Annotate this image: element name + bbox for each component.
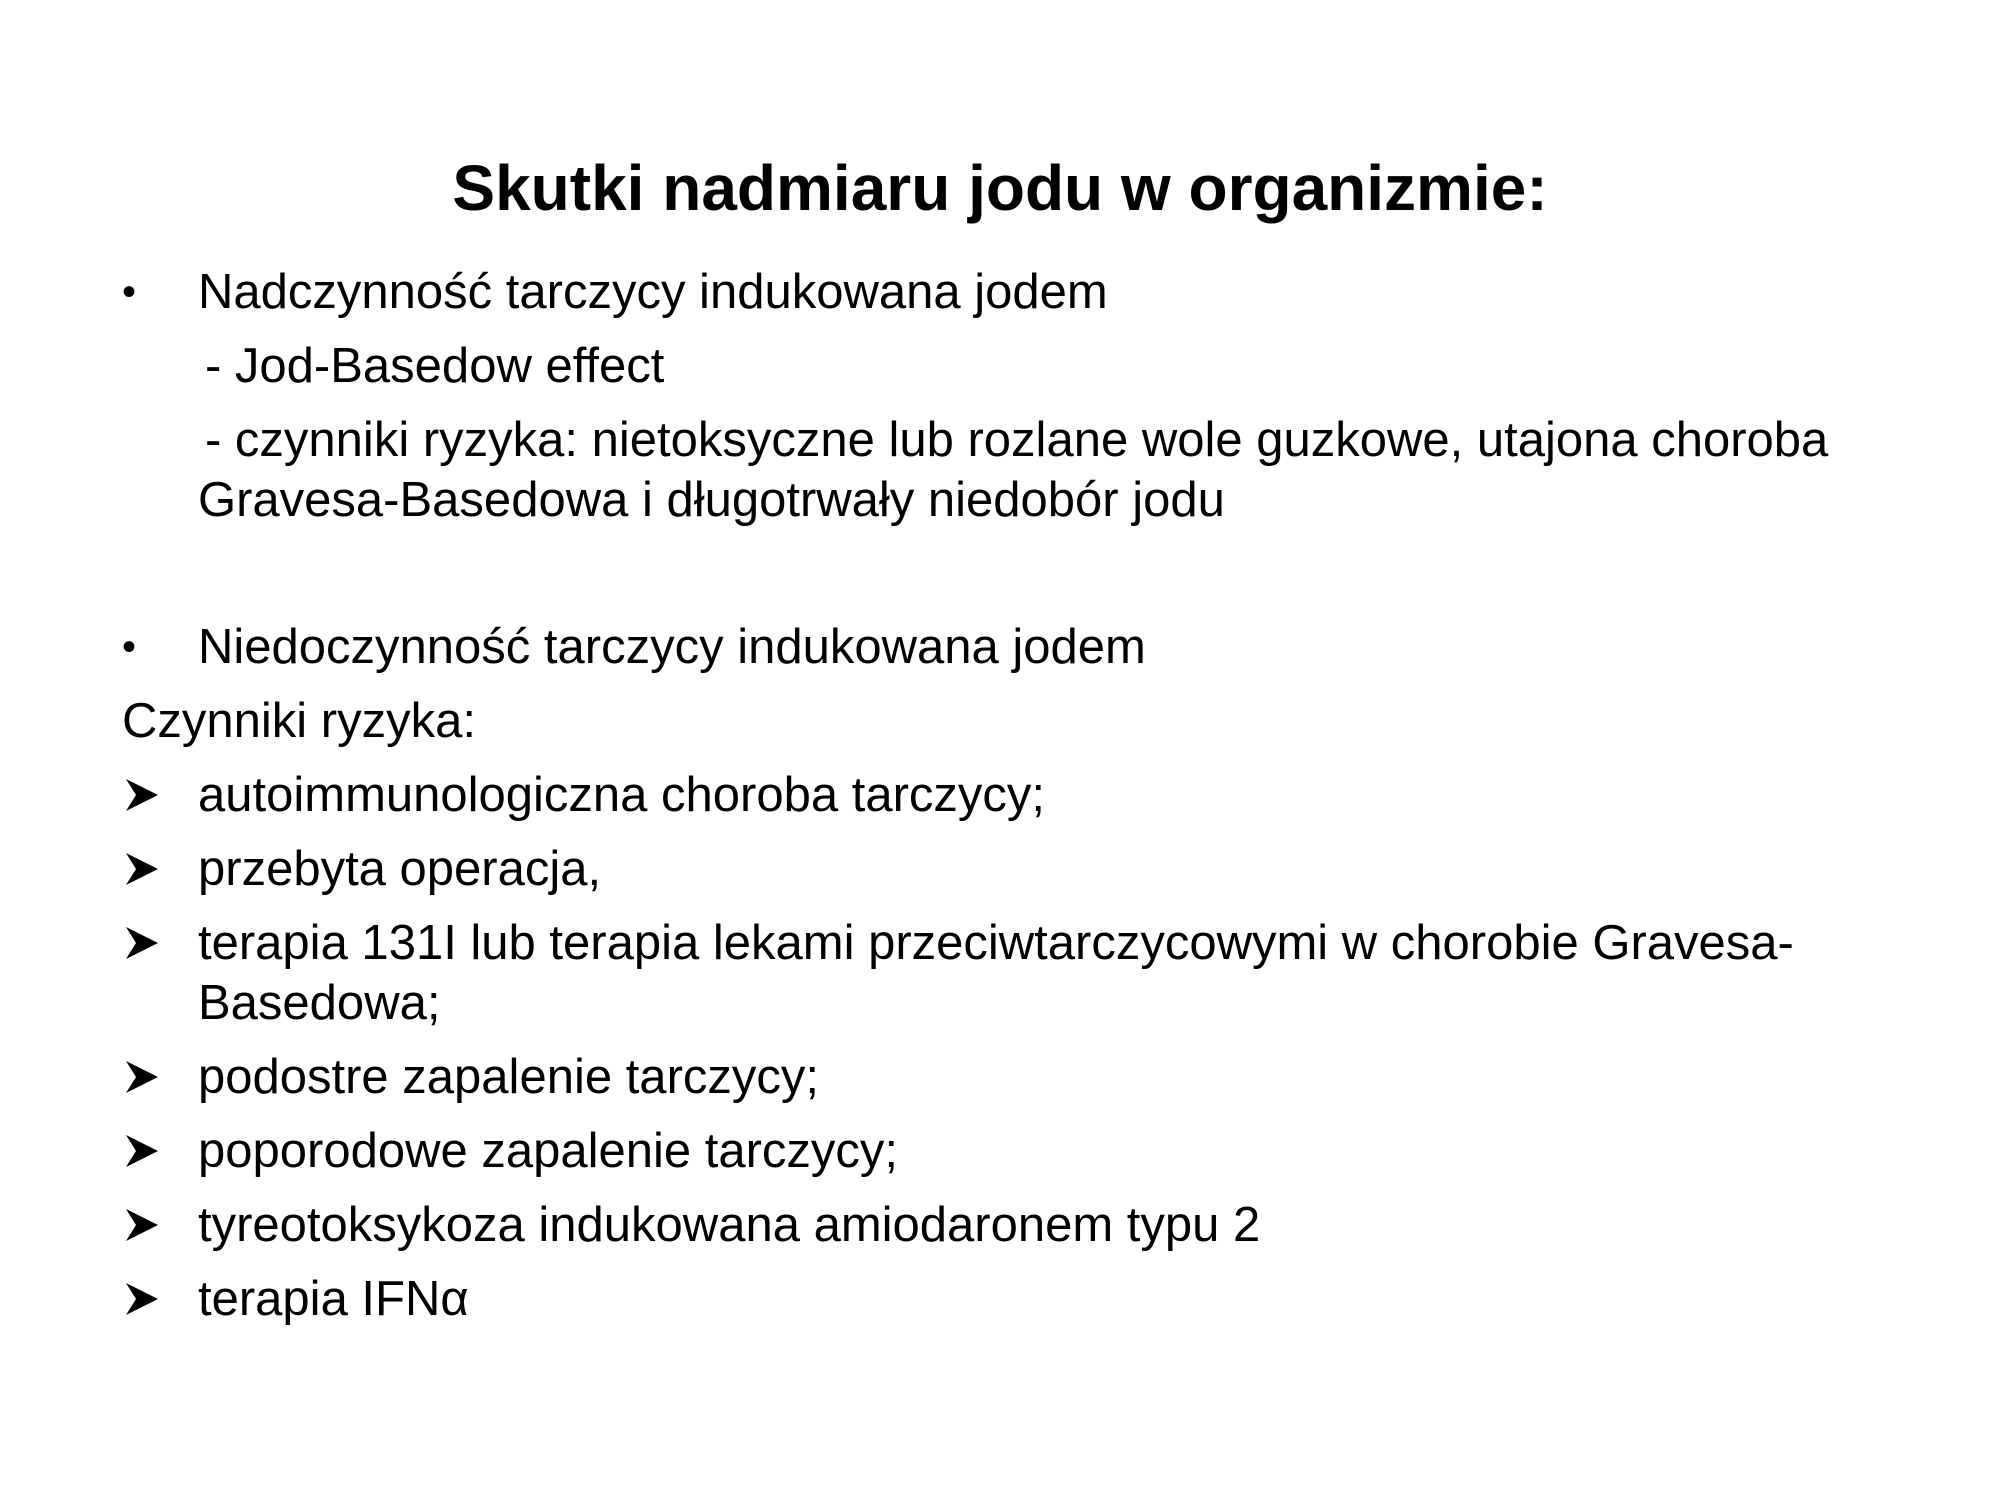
section1-heading: Nadczynność tarczycy indukowana jodem — [198, 265, 1108, 319]
bullet-dot-icon: • — [122, 270, 137, 314]
risk-item-continuation: Basedowa; — [198, 976, 441, 1030]
section1-sub2-line2: Gravesa-Basedowa i długotrwały niedobór jodu — [198, 473, 1225, 527]
section1-sub1: - Jod-Basedow effect — [205, 339, 665, 393]
arrow-bullet-icon — [124, 1047, 162, 1107]
arrow-bullet-icon — [124, 839, 162, 899]
risk-factors-label: Czynniki ryzyka: — [122, 694, 476, 748]
risk-item: podostre zapalenie tarczycy; — [198, 1050, 819, 1104]
section1-sub2-line1: - czynniki ryzyka: nietoksyczne lub rozlane wole guzkowe, utajona choroba — [205, 413, 1829, 467]
risk-item: tyreotoksykoza indukowana amiodaronem typu 2 — [198, 1198, 1261, 1252]
arrow-bullet-icon — [124, 1195, 162, 1255]
slide-title: Skutki nadmiaru jodu w organizmie: — [452, 152, 1548, 224]
arrow-bullet-icon — [124, 765, 162, 825]
risk-item: poporodowe zapalenie tarczycy; — [198, 1124, 899, 1178]
bullet-dot-icon: • — [122, 625, 137, 669]
arrow-bullet-icon — [124, 913, 162, 973]
risk-item: autoimmunologiczna choroba tarczycy; — [198, 768, 1046, 822]
arrow-bullet-icon — [124, 1269, 162, 1329]
risk-item: terapia 131I lub terapia lekami przeciwtarczycowymi w chorobie Gravesa- — [198, 916, 1794, 970]
arrow-bullet-icon — [124, 1121, 162, 1181]
risk-item: terapia IFNα — [198, 1272, 469, 1326]
section2-heading: Niedoczynność tarczycy indukowana jodem — [198, 620, 1146, 674]
risk-item: przebyta operacja, — [198, 842, 602, 896]
